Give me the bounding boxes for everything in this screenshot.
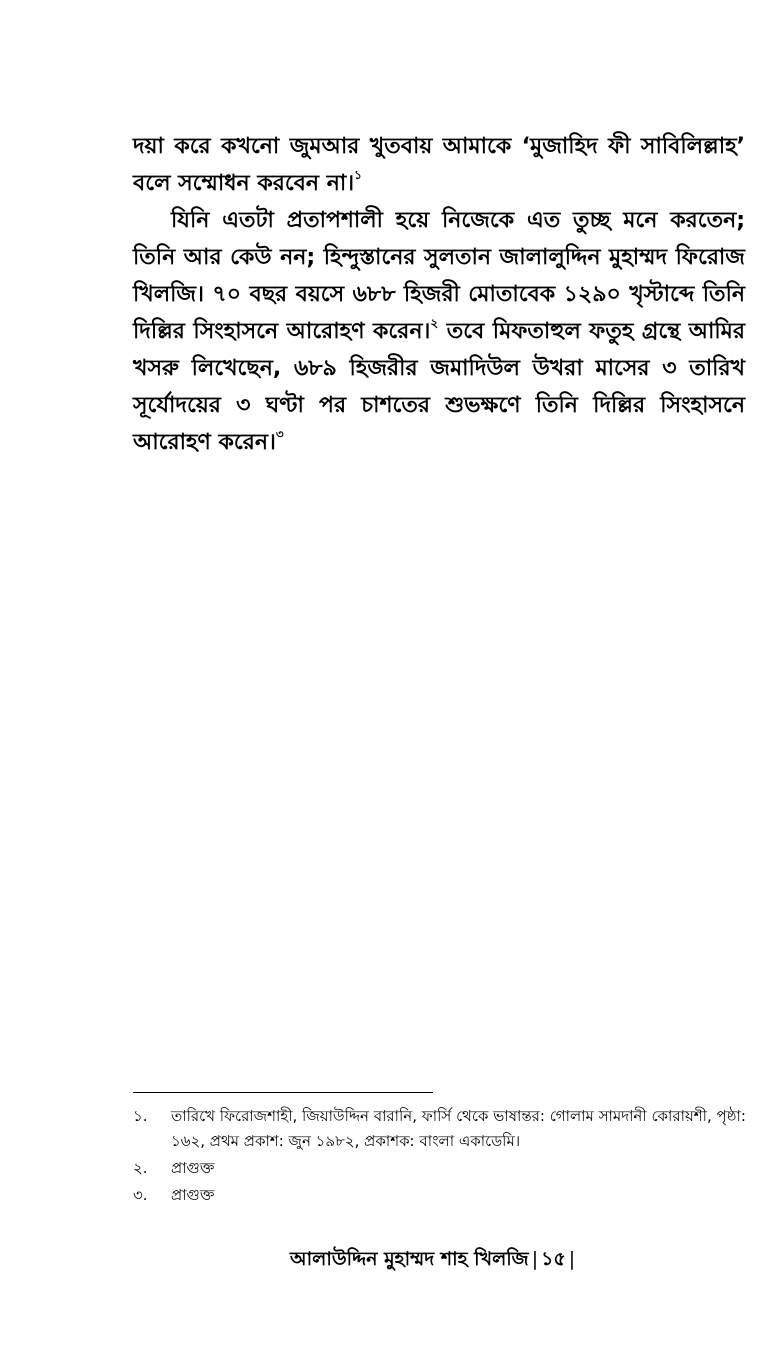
footnote-number: ২. <box>133 1159 148 1177</box>
footer-separator: | <box>531 1248 539 1270</box>
footer-separator: | <box>568 1248 576 1270</box>
paragraph-2 <box>133 202 745 461</box>
paragraph-1-text: দয়া করে কখনো জুমআর খুতবায় আমাকে ‘মুজাহিদ ফী সাবিলিল্লাহ’ বলে সম্মোধন করবেন না। <box>133 134 745 196</box>
footnote-ref-1: ১ <box>354 168 362 182</box>
footnote-divider <box>133 1092 433 1093</box>
footnote-item <box>133 1183 753 1208</box>
running-title: আলাউদ্দিন মুহাম্মদ শাহ খিলজি <box>290 1248 529 1270</box>
footnotes <box>133 1104 753 1210</box>
paragraph-2-text-a: যিনি এতটা প্রতাপশালী হয়ে নিজেকে এত তুচ্ছ মনে করতেন; তিনি আর কেউ নন; হিন্দুস্তানের সুলতান জালালুদ্দিন মুহাম্মদ ফিরোজ খিলজি। ৭০ বছর বয়সে ৬৮৮ হিজরী মোতাবেক ১২৯০ খৃস্টাব্দে তিনি দিল্লির সিংহাসনে আরোহণ করেন। <box>133 208 745 344</box>
footnote-number: ১. <box>133 1107 148 1125</box>
footnote-text: প্রাগুক্ত <box>171 1186 215 1204</box>
footnote-text: তারিখে ফিরোজশাহী, জিয়াউদ্দিন বারানি, ফার্সি থেকে ভাষান্তর: গোলাম সামদানী কোরায়শী, পৃষ্ঠা: ১৬২, প্রথম প্রকাশ: জুন ১৯৮২, প্রকাশক: বাংলা একাডেমি। <box>171 1107 746 1150</box>
footnote-item <box>133 1156 753 1181</box>
page-number: ১৫ <box>541 1248 566 1270</box>
footnote-ref-3: ৩ <box>275 427 284 441</box>
page-footer <box>290 1244 590 1274</box>
footnote-ref-2: ২ <box>430 316 439 330</box>
footnote-number: ৩. <box>133 1186 148 1204</box>
footnote-item <box>133 1104 753 1154</box>
footnote-text: প্রাগুক্ত <box>171 1159 215 1177</box>
paragraph-2-text-b: তবে মিফতাহুল ফতুহ গ্রন্থে আমির খসরু লিখেছেন, ৬৮৯ হিজরীর জমাদিউল উখরা মাসের ৩ তারিখ সূর্যোদয়ের ৩ ঘণ্টা পর চাশতের শুভক্ষণে তিনি দিল্লির সিংহাসনে আরোহণ করেন। <box>133 319 745 455</box>
paragraph-1 <box>133 128 745 202</box>
